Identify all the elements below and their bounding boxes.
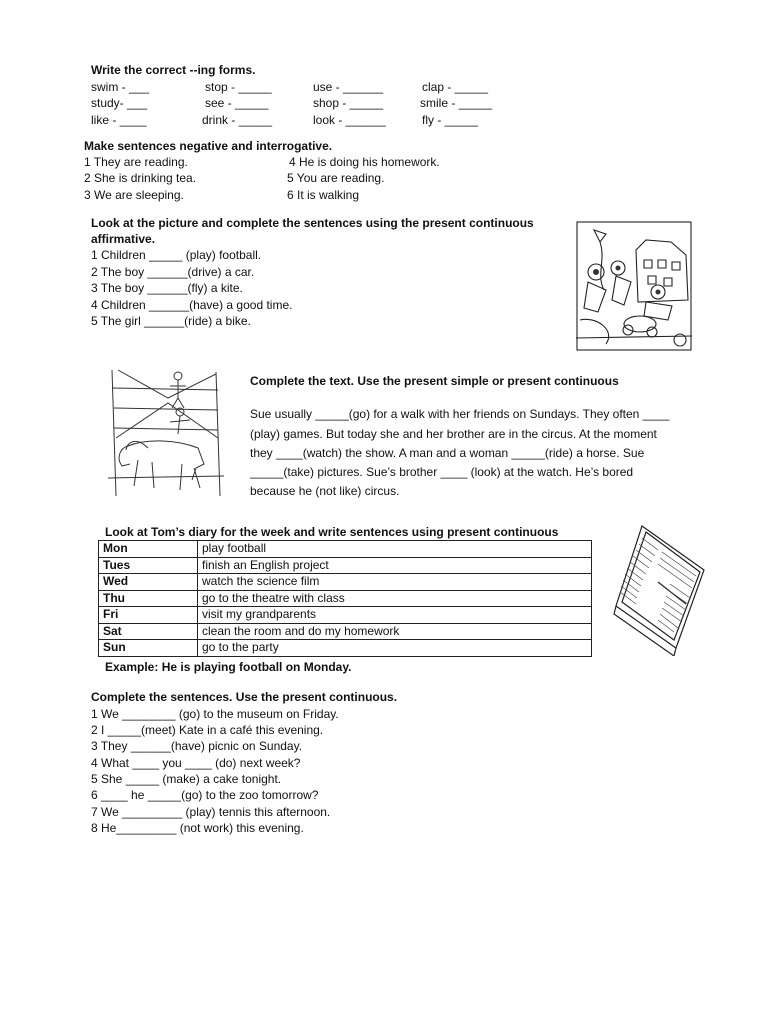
ing-cell: look - ______ <box>313 113 386 127</box>
diary-activity: finish an English project <box>198 557 592 574</box>
ing-cell: study- ___ <box>91 96 148 110</box>
continuous-item: 8 He_________ (not work) this evening. <box>91 821 304 835</box>
diary-activity: watch the science film <box>198 574 592 591</box>
table-row <box>99 640 592 657</box>
neg-item: 2 She is drinking tea. <box>84 171 197 185</box>
table-row <box>99 590 592 607</box>
ing-row <box>91 95 511 111</box>
table-row <box>99 557 592 574</box>
continuous-item: 7 We _________ (play) tennis this afternoon. <box>91 805 331 819</box>
ing-cell: shop - _____ <box>313 96 384 110</box>
picture-item: 5 The girl ______(ride) a bike. <box>91 314 251 328</box>
diary-activity: go to the theatre with class <box>198 590 592 607</box>
ing-cell: drink - _____ <box>202 113 273 127</box>
neg-item: 4 He is doing his homework. <box>289 155 440 169</box>
neg-item: 5 You are reading. <box>287 171 385 185</box>
text-line: _____(take) pictures. Sue’s brother ____ (look) at the watch. He’s bored <box>250 465 634 479</box>
ing-cell: smile - _____ <box>420 96 493 110</box>
neg-item: 3 We are sleeping. <box>84 188 184 202</box>
ing-heading: Write the correct --ing forms. <box>91 63 256 77</box>
table-row <box>99 541 592 558</box>
circus-illustration <box>108 368 224 498</box>
neg-heading: Make sentences negative and interrogative. <box>84 139 333 153</box>
diary-heading: Look at Tom’s diary for the week and write sentences using present continuous <box>105 525 559 539</box>
diary-day: Mon <box>99 541 198 558</box>
text-line: because he (not like) circus. <box>250 484 400 498</box>
picture-item: 3 The boy ______(fly) a kite. <box>91 281 243 295</box>
neg-item: 1 They are reading. <box>84 155 188 169</box>
ing-row <box>91 79 511 95</box>
continuous-item: 5 She _____ (make) a cake tonight. <box>91 772 282 786</box>
ing-cell: use - ______ <box>313 80 384 94</box>
playground-illustration <box>576 220 692 352</box>
continuous-item: 4 What ____ you ____ (do) next week? <box>91 756 301 770</box>
continuous-item: 2 I _____(meet) Kate in a café this evening. <box>91 723 324 737</box>
picture-item: 1 Children _____ (play) football. <box>91 248 262 262</box>
ing-row <box>91 112 511 128</box>
text-line: Sue usually _____(go) for a walk with her friends on Sundays. They often ____ <box>250 407 670 421</box>
diary-day: Sat <box>99 623 198 640</box>
diary-day: Thu <box>99 590 198 607</box>
text-line: they ____(watch) the show. A man and a woman _____(ride) a horse. Sue <box>250 446 645 460</box>
continuous-item: 6 ____ he _____(go) to the zoo tomorrow? <box>91 788 319 802</box>
diary-example: Example: He is playing football on Monday. <box>105 660 352 674</box>
ing-cell: swim - ___ <box>91 80 150 94</box>
diary-day: Wed <box>99 574 198 591</box>
continuous-heading: Complete the sentences. Use the present continuous. <box>91 690 398 704</box>
table-row <box>99 607 592 624</box>
diary-activity: play football <box>198 541 592 558</box>
diary-activity: visit my grandparents <box>198 607 592 624</box>
ing-cell: like - ____ <box>91 113 147 127</box>
ing-cell: clap - _____ <box>422 80 489 94</box>
diary-day: Fri <box>99 607 198 624</box>
diary-table <box>98 540 592 657</box>
diary-day: Sun <box>99 640 198 657</box>
picture-heading-line1: Look at the picture and complete the sentences using the present continuous <box>91 216 534 230</box>
table-row <box>99 574 592 591</box>
table-row <box>99 623 592 640</box>
picture-item: 4 Children ______(have) a good time. <box>91 298 293 312</box>
diary-book-illustration <box>612 522 710 656</box>
text-heading: Complete the text. Use the present simple or present continuous <box>250 374 619 388</box>
diary-activity: go to the party <box>198 640 592 657</box>
text-line: (play) games. But today she and her brother are in the circus. At the moment <box>250 427 657 441</box>
neg-item: 6 It is walking <box>287 188 360 202</box>
diary-day: Tues <box>99 557 198 574</box>
ing-cell: fly - _____ <box>422 113 479 127</box>
continuous-item: 3 They ______(have) picnic on Sunday. <box>91 739 303 753</box>
picture-item: 2 The boy ______(drive) a car. <box>91 265 255 279</box>
diary-activity: clean the room and do my homework <box>198 623 592 640</box>
ing-cell: see - _____ <box>205 96 269 110</box>
ing-cell: stop - _____ <box>205 80 272 94</box>
picture-heading-line2: affirmative. <box>91 232 156 246</box>
continuous-item: 1 We ________ (go) to the museum on Friday. <box>91 707 339 721</box>
